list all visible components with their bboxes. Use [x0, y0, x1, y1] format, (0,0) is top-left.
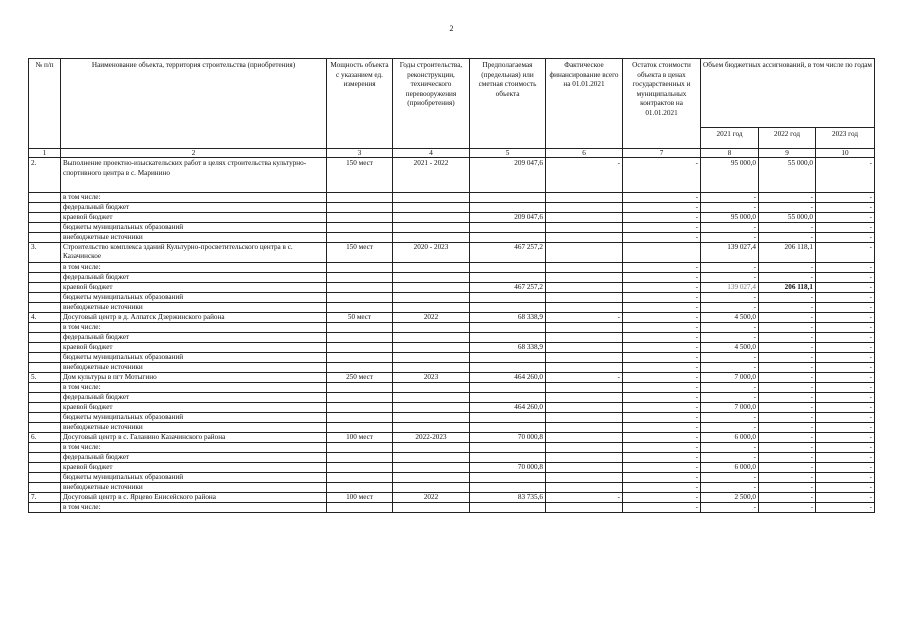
column-index: 9 — [759, 149, 816, 158]
dash-cell: - — [623, 213, 701, 223]
source-label: краевой бюджет — [61, 283, 327, 293]
dash-cell: - — [816, 363, 875, 373]
y2021-cell: 139 027,4 — [701, 243, 759, 263]
capacity-cell: 250 мест — [327, 373, 393, 383]
dash-cell: - — [623, 233, 701, 243]
source-label: краевой бюджет — [61, 403, 327, 413]
y2021-cell: 4 500,0 — [701, 343, 759, 353]
table-row — [29, 363, 875, 373]
dash-cell: - — [759, 273, 816, 283]
table-row — [29, 423, 875, 433]
dash-cell: - — [623, 203, 701, 213]
capacity-cell: 150 мест — [327, 243, 393, 263]
dash-cell: - — [701, 443, 759, 453]
capacity-cell: 100 мест — [327, 493, 393, 503]
y2021-cell: 139 027,4 — [701, 283, 759, 293]
dash-cell: - — [759, 353, 816, 363]
source-label: бюджеты муниципальных образований — [61, 473, 327, 483]
dash-cell: - — [701, 353, 759, 363]
y2021-cell: 4 500,0 — [701, 313, 759, 323]
dash-cell: - — [623, 413, 701, 423]
dash-cell: - — [816, 413, 875, 423]
dash-cell: - — [816, 158, 875, 193]
dash-cell: - — [759, 383, 816, 393]
y2021-cell: 95 000,0 — [701, 213, 759, 223]
y2021-cell: 95 000,0 — [701, 158, 759, 193]
dash-cell: - — [759, 433, 816, 443]
dash-cell: - — [759, 453, 816, 463]
column-index-row — [29, 149, 875, 158]
source-label: в том числе: — [61, 383, 327, 393]
dash-cell: - — [759, 463, 816, 473]
dash-cell: - — [816, 493, 875, 503]
dash-cell: - — [623, 403, 701, 413]
dash-cell: - — [816, 303, 875, 313]
table-row — [29, 373, 875, 383]
dash-cell: - — [623, 223, 701, 233]
dash-cell: - — [623, 503, 701, 513]
dash-cell: - — [816, 313, 875, 323]
dash-cell: - — [759, 293, 816, 303]
table-row — [29, 473, 875, 483]
source-label: бюджеты муниципальных образований — [61, 293, 327, 303]
dash-cell: - — [759, 473, 816, 483]
y2021-cell: 7 000,0 — [701, 373, 759, 383]
dash-cell: - — [546, 158, 623, 193]
object-name: Досуговый центр в с. Галанино Казачинского района — [61, 433, 327, 443]
table-row — [29, 313, 875, 323]
source-label: краевой бюджет — [61, 463, 327, 473]
table-row — [29, 413, 875, 423]
table-row — [29, 283, 875, 293]
object-name: Выполнение проектно-изыскательских работ в целях строительства культурно-спортивного центра в с. Маринино — [61, 158, 327, 193]
years-cell: 2022-2023 — [393, 433, 470, 443]
dash-cell: - — [701, 453, 759, 463]
dash-cell: - — [701, 323, 759, 333]
table-row — [29, 383, 875, 393]
dash-cell: - — [701, 423, 759, 433]
dash-cell: - — [701, 233, 759, 243]
source-label: внебюджетные источники — [61, 303, 327, 313]
cost-cell: 70 000,8 — [470, 463, 546, 473]
dash-cell: - — [701, 273, 759, 283]
y2021-cell: 7 000,0 — [701, 403, 759, 413]
dash-cell: - — [759, 233, 816, 243]
y2021-cell: 2 500,0 — [701, 493, 759, 503]
table-row — [29, 453, 875, 463]
table-row — [29, 333, 875, 343]
row-number: 4. — [29, 313, 61, 323]
y2021-cell: 6 000,0 — [701, 463, 759, 473]
dash-cell: - — [816, 473, 875, 483]
row-number: 7. — [29, 493, 61, 503]
source-label: бюджеты муниципальных образований — [61, 223, 327, 233]
col-header-estimated-cost: Предполагаемая (предельная) или сметная стоимость объекта — [470, 59, 546, 149]
dash-cell: - — [759, 323, 816, 333]
dash-cell: - — [623, 193, 701, 203]
dash-cell: - — [701, 203, 759, 213]
dash-cell: - — [623, 263, 701, 273]
dash-cell: - — [759, 203, 816, 213]
dash-cell: - — [701, 193, 759, 203]
dash-cell: - — [816, 203, 875, 213]
dash-cell: - — [623, 158, 701, 193]
dash-cell: - — [623, 433, 701, 443]
dash-cell: - — [701, 303, 759, 313]
dash-cell: - — [816, 263, 875, 273]
dash-cell: - — [623, 363, 701, 373]
years-cell: 2022 — [393, 493, 470, 503]
dash-cell: - — [701, 413, 759, 423]
capacity-cell: 150 мест — [327, 158, 393, 193]
dash-cell: - — [623, 383, 701, 393]
cost-cell: 209 047,6 — [470, 158, 546, 193]
source-label: федеральный бюджет — [61, 393, 327, 403]
cost-cell: 467 257,2 — [470, 283, 546, 293]
row-number: 3. — [29, 243, 61, 263]
dash-cell: - — [623, 453, 701, 463]
dash-cell: - — [546, 493, 623, 503]
column-index: 1 — [29, 149, 61, 158]
dash-cell: - — [816, 243, 875, 263]
dash-cell: - — [816, 213, 875, 223]
dash-cell: - — [623, 473, 701, 483]
dash-cell: - — [623, 313, 701, 323]
source-label: бюджеты муниципальных образований — [61, 353, 327, 363]
object-name: Досуговый центр в д. Алпатск Дзержинского района — [61, 313, 327, 323]
dash-cell: - — [816, 323, 875, 333]
source-label: федеральный бюджет — [61, 453, 327, 463]
dash-cell: - — [701, 473, 759, 483]
y2022-cell: 55 000,0 — [759, 158, 816, 193]
cost-cell: 83 735,6 — [470, 493, 546, 503]
dash-cell: - — [816, 333, 875, 343]
years-cell: 2020 - 2023 — [393, 243, 470, 263]
source-label: федеральный бюджет — [61, 333, 327, 343]
dash-cell: - — [759, 193, 816, 203]
cost-cell: 464 260,0 — [470, 403, 546, 413]
cost-cell: 70 000,8 — [470, 433, 546, 443]
dash-cell: - — [816, 273, 875, 283]
dash-cell: - — [759, 403, 816, 413]
dash-cell: - — [759, 443, 816, 453]
dash-cell: - — [623, 423, 701, 433]
dash-cell: - — [701, 293, 759, 303]
years-cell: 2023 — [393, 373, 470, 383]
dash-cell: - — [816, 353, 875, 363]
dash-cell: - — [759, 393, 816, 403]
dash-cell: - — [546, 373, 623, 383]
dash-cell: - — [701, 483, 759, 493]
dash-cell: - — [759, 373, 816, 383]
dash-cell: - — [623, 293, 701, 303]
table-row — [29, 223, 875, 233]
object-name: Строительство комплекса зданий Культурно-просветительского центра в с. Казачинское — [61, 243, 327, 263]
column-index: 4 — [393, 149, 470, 158]
dash-cell: - — [816, 403, 875, 413]
dash-cell: - — [701, 503, 759, 513]
column-index: 10 — [816, 149, 875, 158]
dash-cell: - — [759, 263, 816, 273]
object-name: Дом культуры в пгт Мотыгино — [61, 373, 327, 383]
capacity-cell: 100 мест — [327, 433, 393, 443]
dash-cell: - — [816, 193, 875, 203]
dash-cell: - — [701, 363, 759, 373]
years-cell: 2021 - 2022 — [393, 158, 470, 193]
dash-cell: - — [623, 373, 701, 383]
table-row — [29, 463, 875, 473]
column-index: 6 — [546, 149, 623, 158]
col-header-name: Наименование объекта, территория строительства (приобретения) — [61, 59, 327, 149]
dash-cell: - — [623, 463, 701, 473]
page-number: 2 — [449, 24, 454, 33]
source-label: внебюджетные источники — [61, 233, 327, 243]
source-label: федеральный бюджет — [61, 273, 327, 283]
dash-cell: - — [701, 383, 759, 393]
table-row — [29, 233, 875, 243]
dash-cell: - — [759, 303, 816, 313]
object-name: Досуговый центр в с. Ярцево Енисейского района — [61, 493, 327, 503]
column-index: 3 — [327, 149, 393, 158]
y2022-cell: 206 118,1 — [759, 243, 816, 263]
dash-cell: - — [816, 443, 875, 453]
dash-cell: - — [623, 323, 701, 333]
table-row — [29, 503, 875, 513]
column-index: 2 — [61, 149, 327, 158]
cost-cell: 467 257,2 — [470, 243, 546, 263]
col-header-actual-funding: Фактическое финансирование всего на 01.01.2021 — [546, 59, 623, 149]
dash-cell: - — [816, 233, 875, 243]
cost-cell: 209 047,6 — [470, 213, 546, 223]
source-label: в том числе: — [61, 323, 327, 333]
dash-cell: - — [701, 333, 759, 343]
source-label: в том числе: — [61, 263, 327, 273]
dash-cell: - — [759, 493, 816, 503]
cost-cell: 68 338,9 — [470, 313, 546, 323]
source-label: краевой бюджет — [61, 213, 327, 223]
col-header-2022: 2022 год — [759, 128, 816, 149]
table-row — [29, 353, 875, 363]
table-row — [29, 323, 875, 333]
dash-cell: - — [816, 453, 875, 463]
years-cell: 2022 — [393, 313, 470, 323]
source-label: бюджеты муниципальных образований — [61, 413, 327, 423]
col-header-remaining-cost: Остаток стоимости объекта в ценах государственных и муниципальных контрактов на 01.01.2021 — [623, 59, 701, 149]
dash-cell: - — [623, 443, 701, 453]
cost-cell: 464 260,0 — [470, 373, 546, 383]
table-row — [29, 493, 875, 503]
dash-cell: - — [623, 343, 701, 353]
table-row — [29, 193, 875, 203]
source-label: в том числе: — [61, 443, 327, 453]
dash-cell: - — [623, 393, 701, 403]
dash-cell: - — [623, 353, 701, 363]
col-header-2021: 2021 год — [701, 128, 759, 149]
col-header-2023: 2023 год — [816, 128, 875, 149]
dash-cell: - — [816, 483, 875, 493]
table-row — [29, 243, 875, 263]
source-label: внебюджетные источники — [61, 423, 327, 433]
dash-cell: - — [623, 493, 701, 503]
dash-cell: - — [623, 273, 701, 283]
row-number: 6. — [29, 433, 61, 443]
col-header-allocations: Объем бюджетных ассигнований, в том числе по годам — [701, 59, 875, 128]
dash-cell: - — [759, 333, 816, 343]
table-row — [29, 303, 875, 313]
table-row — [29, 158, 875, 193]
capacity-cell: 50 мест — [327, 313, 393, 323]
table-row — [29, 483, 875, 493]
dash-cell: - — [623, 333, 701, 343]
dash-cell: - — [623, 483, 701, 493]
table-header-row — [29, 59, 875, 128]
source-label: внебюджетные источники — [61, 363, 327, 373]
column-index: 5 — [470, 149, 546, 158]
dash-cell: - — [759, 503, 816, 513]
dash-cell: - — [816, 433, 875, 443]
source-label: краевой бюджет — [61, 343, 327, 353]
table-row — [29, 393, 875, 403]
dash-cell: - — [759, 223, 816, 233]
dash-cell: - — [816, 373, 875, 383]
capital-construction-table — [28, 58, 875, 513]
dash-cell: - — [759, 413, 816, 423]
table-row — [29, 443, 875, 453]
y2022-cell: 55 000,0 — [759, 213, 816, 223]
source-label: внебюджетные источники — [61, 483, 327, 493]
dash-cell: - — [816, 503, 875, 513]
dash-cell: - — [759, 483, 816, 493]
dash-cell: - — [816, 393, 875, 403]
dash-cell: - — [816, 283, 875, 293]
dash-cell: - — [759, 363, 816, 373]
row-number: 2. — [29, 158, 61, 193]
table-row — [29, 213, 875, 223]
col-header-num: № п/п — [29, 59, 61, 149]
dash-cell: - — [759, 343, 816, 353]
cost-cell: 68 338,9 — [470, 343, 546, 353]
table-row — [29, 273, 875, 283]
dash-cell: - — [816, 463, 875, 473]
table-row — [29, 403, 875, 413]
dash-cell: - — [816, 293, 875, 303]
row-number: 5. — [29, 373, 61, 383]
source-label: в том числе: — [61, 193, 327, 203]
dash-cell: - — [701, 393, 759, 403]
table-row — [29, 263, 875, 273]
dash-cell: - — [816, 383, 875, 393]
table-row — [29, 433, 875, 443]
dash-cell: - — [546, 313, 623, 323]
column-index: 7 — [623, 149, 701, 158]
dash-cell: - — [816, 423, 875, 433]
col-header-years: Годы строительства, реконструкции, технического перевооружения (приобретения) — [393, 59, 470, 149]
dash-cell: - — [623, 283, 701, 293]
column-index: 8 — [701, 149, 759, 158]
dash-cell: - — [816, 343, 875, 353]
dash-cell: - — [701, 263, 759, 273]
dash-cell: - — [759, 313, 816, 323]
source-label: в том числе: — [61, 503, 327, 513]
dash-cell: - — [816, 223, 875, 233]
table-row — [29, 293, 875, 303]
y2021-cell: 6 000,0 — [701, 433, 759, 443]
source-label: федеральный бюджет — [61, 203, 327, 213]
dash-cell: - — [623, 303, 701, 313]
dash-cell: - — [701, 223, 759, 233]
table-row — [29, 343, 875, 353]
y2022-cell: 206 118,1 — [759, 283, 816, 293]
dash-cell: - — [759, 423, 816, 433]
table-row — [29, 203, 875, 213]
col-header-capacity: Мощность объекта с указанием ед. измерения — [327, 59, 393, 149]
